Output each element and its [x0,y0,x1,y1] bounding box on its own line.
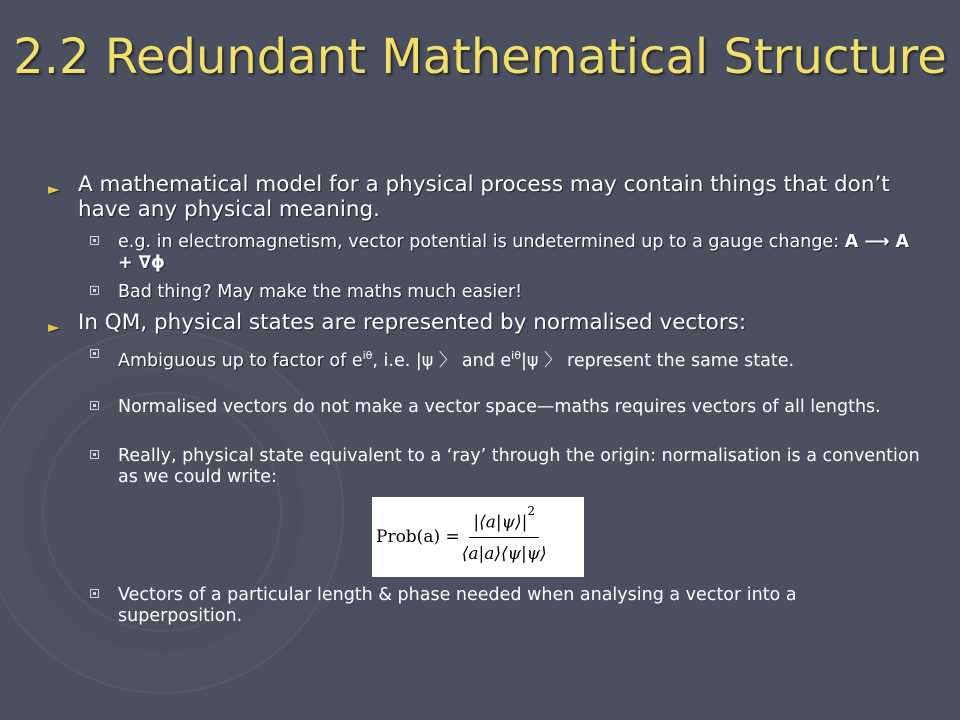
triangle-bullet-icon: ► [48,318,60,336]
sub-bullet-ray: Really, physical state equivalent to a ‘ray’ through the origin: normalisation is a convention as we could write: [90,446,920,488]
background-compass-graphic [0,330,344,694]
formula-exponent: 2 [527,504,535,519]
square-bullet-icon [90,349,99,358]
sub-bullet-normalised: Normalised vectors do not make a vector space—maths requires vectors of all lengths. [90,397,920,418]
bullet-qm-states: ► In QM, physical states are represented by normalised vectors: [48,310,908,335]
probability-formula [372,497,584,577]
gauge-text: e.g. in electromagnetism, vector potential is undetermined up to a gauge change: [118,232,840,252]
slide-title: 2.2 Redundant Mathematical Structure [13,29,947,85]
formula-denominator: ⟨a|a⟩⟨ψ|ψ⟩ [461,543,547,564]
triangle-bullet-icon: ► [48,180,60,198]
bullet-model: ► A mathematical model for a physical process may contain things that don’t have any physical meaning. [48,172,890,222]
phase-superscript-2: iθ [511,349,521,362]
ambiguous-end: |ψ 〉 represent the same state. [520,350,795,371]
sub-bullet-bad-thing: Bad thing? May make the maths much easier! [90,282,920,303]
formula-numerator: $|⟨a|\psi⟩|^2$ [469,510,539,538]
square-bullet-icon [90,589,99,598]
formula-lhs: Prob(a) = [376,527,460,547]
square-bullet-icon [90,236,99,245]
square-bullet-icon [90,450,99,459]
formula-fraction [461,504,547,564]
sub-bullet-superposition: Vectors of a particular length & phase needed when analysing a vector into a superposition. [90,585,920,627]
sub-bullet-gauge [90,232,920,274]
sub-bullet-ambiguous [90,345,920,372]
gauge-math: A ⟶ A + ∇ϕ [118,232,910,273]
ambiguous-middle: , i.e. |ψ 〉 and e [372,350,512,371]
square-bullet-icon [90,286,99,295]
phase-superscript-1: iθ [362,349,373,362]
square-bullet-icon [90,401,99,410]
ambiguous-prefix: Ambiguous up to factor of e [118,350,363,371]
